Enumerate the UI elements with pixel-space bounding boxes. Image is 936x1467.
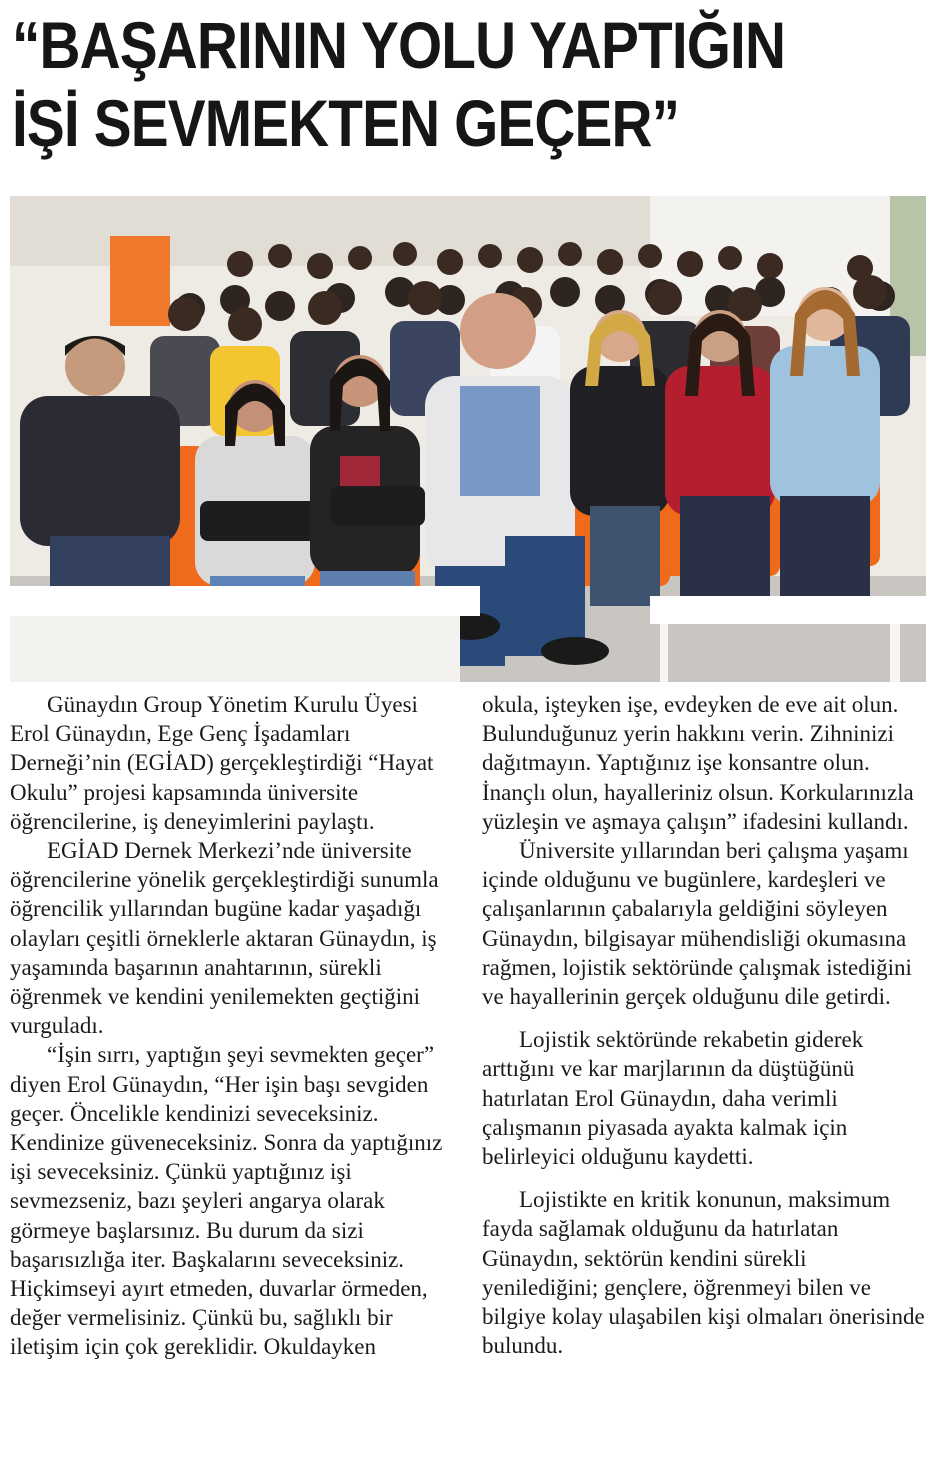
paragraph: Üniversite yıllarından beri çalışma yaşamı içinde olduğunu ve bugünlere, kardeşleri ve çalışanlarının çabalarıyla geldiğini söyleyen Günaydın, bilgisayar mühendisliği okumasına rağmen, lojistik sektöründe çalışmak istediğini ve hayallerinin gerçek olduğunu dile getirdi. xyxy=(482,838,912,1010)
group-photo-icon xyxy=(10,196,926,682)
paragraph: Lojistik sektöründe rekabetin giderek arttığını ve kar marjlarının da düştüğünü hatırlatan Erol Günaydın, daha verimli çalışmanın piyasada ayakta kalmak için belirleyici olduğunu kaydetti. xyxy=(482,1027,864,1170)
paragraph: okula, işteyken işe, evdeyken de eve ait olun. Bulunduğunuz yerin hakkını verin. Zihninizi dağıtmayın. Yaptığınız işe konsantre olun. İnançlı olun, hayalleriniz olsun. Korkularınızla yüzleşin ve aşmaya çalışın” ifadesini kullandı. xyxy=(482,692,914,834)
article-column-right xyxy=(482,690,928,1360)
article-column-left xyxy=(10,690,462,1362)
paragraph: Lojistikte en kritik konunun, maksimum fayda sağlamak olduğunu da hatırlatan Günaydın, sektörün kendini sürekli yenilediğini; gençlere, öğrenmeyi bilen ve bilgiye kolay ulaşabilen kişi olmaları önerisinde bulundu. xyxy=(482,1187,925,1359)
headline-line-2: İŞİ SEVMEKTEN GEÇER” xyxy=(12,86,680,160)
paragraph: EGİAD Dernek Merkezi’nde üniversite öğrencilerine yönelik gerçekleştirdiği sunumla öğrencilik yıllarından bugüne kadar yaşadığı olayları çeşitli örneklerle aktaran Günaydın, iş yaşamında başarının anahtarının, sürekli öğrenmek ve kendini yenilemekten geçtiğini vurguladı. xyxy=(10,838,439,1039)
headline xyxy=(12,6,799,162)
group-photo xyxy=(10,196,926,682)
paragraph: Günaydın Group Yönetim Kurulu Üyesi Erol Günaydın, Ege Genç İşadamları Derneği’nin (EGİAD) gerçekleştirdiği “Hayat Okulu” projesi kapsamında üniversite öğrencilerine, iş deneyimlerini paylaştı. xyxy=(10,692,434,834)
paragraph: “İşin sırrı, yaptığın şeyi sevmekten geçer” diyen Erol Günaydın, “Her işin başı sevgiden geçer. Öncelikle kendinizi seveceksiniz. Kendinize güveneceksiniz. Sonra da yaptığınız işi seveceksiniz. Çünkü yaptığınız işi sevmezseniz, bazı şeyleri angarya olarak görmeye başlarsınız. Bu durum da sizi başarısızlığa iter. Başkalarını seveceksiniz. Hiçkimseyi ayırt etmeden, duvarlar örmeden, değer vermelisiniz. Çünkü bu, sağlıklı bir iletişim için çok gereklidir. Okuldayken xyxy=(10,1042,443,1360)
headline-line-1: “BAŞARININ YOLU YAPTIĞIN xyxy=(12,8,786,82)
